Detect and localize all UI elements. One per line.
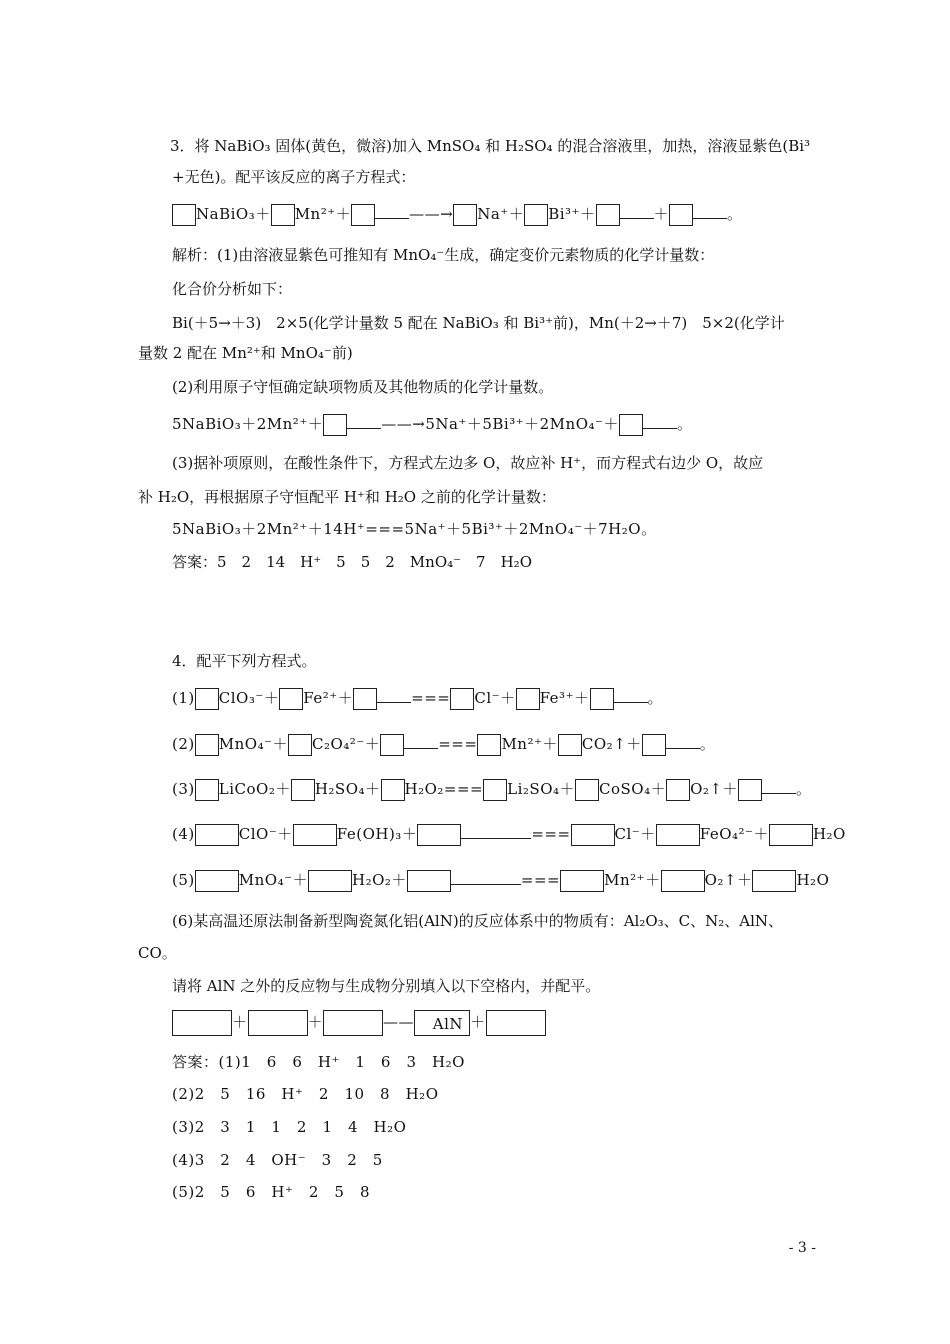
q3-step3b: 补 H₂O，再根据原子守恒配平 H⁺和 H₂O 之前的化学计量数： [138, 488, 556, 506]
blank-box[interactable] [752, 870, 796, 892]
eq-term: Fe³⁺＋ [539, 689, 590, 707]
eq-term: ClO₃⁻＋ [218, 689, 280, 707]
q3-equation3: 5NaBiO₃＋2Mn²⁺＋14H⁺===5Na⁺＋5Bi³⁺＋2MnO₄⁻＋7H₂O。 [172, 520, 657, 538]
eq-end: 。 [676, 415, 693, 433]
blank-box[interactable] [769, 824, 813, 846]
blank-box[interactable] [351, 204, 375, 226]
q3-answer: 答案：5 2 14 H⁺ 5 5 2 MnO₄⁻ 7 H₂O [172, 553, 532, 571]
item-number: (2) [172, 735, 195, 753]
blank-box[interactable] [291, 779, 315, 801]
blank-box[interactable] [380, 734, 404, 756]
q4-ans1: 答案：(1)1 6 6 H⁺ 1 6 3 H₂O [172, 1053, 465, 1071]
eq-plus: ＋ [653, 205, 670, 223]
eq-term: LiCoO₂＋ [218, 780, 291, 798]
eq-equals: === [411, 689, 451, 707]
blank-line[interactable] [461, 822, 531, 839]
q3-text-line2: +无色)。配平该反应的离子方程式： [172, 168, 416, 186]
q4-eq4 [172, 822, 846, 846]
blank-box[interactable] [558, 734, 582, 756]
blank-box[interactable] [195, 779, 219, 801]
eq-term: Mn²⁺＋ [501, 735, 558, 753]
blank-box[interactable] [323, 414, 347, 436]
eq-end: 。 [647, 689, 664, 707]
eq-term: MnO₄⁻＋ [238, 871, 308, 889]
eq-term: CoSO₄＋ [599, 780, 667, 798]
q4-ans2: (2)2 5 16 H⁺ 2 10 8 H₂O [172, 1085, 439, 1103]
blank-box[interactable] [483, 779, 507, 801]
eq-term: C₂O₄²⁻＋ [312, 735, 381, 753]
eq-end: 。 [699, 735, 716, 753]
blank-box[interactable] [661, 870, 705, 892]
blank-box[interactable] [642, 734, 666, 756]
blank-box[interactable] [669, 204, 693, 226]
eq-term: Mn²⁺＋ [294, 205, 352, 223]
blank-box[interactable] [323, 1010, 383, 1036]
eq-equals: === [438, 735, 478, 753]
blank-box[interactable] [279, 688, 303, 710]
q3-analysis2: 化合价分析如下： [172, 280, 293, 298]
blank-box[interactable] [596, 204, 620, 226]
eq-plus: ＋ [470, 1013, 486, 1031]
blank-line[interactable] [762, 777, 796, 794]
eq-term: Fe(OH)₃＋ [336, 825, 418, 843]
aln-box [414, 1010, 470, 1036]
item-number: (4) [172, 825, 195, 843]
q3-equation [172, 202, 743, 226]
q4-p6c: 请将 AlN 之外的反应物与生成物分别填入以下空格内，并配平。 [172, 977, 601, 995]
eq-term: CO₂↑＋ [581, 735, 642, 753]
eq-arrow: —— [383, 1013, 415, 1031]
blank-box[interactable] [172, 204, 196, 226]
q4-p6b: CO。 [138, 944, 177, 962]
q3-equation2 [172, 412, 692, 436]
blank-line[interactable] [643, 412, 677, 429]
blank-line[interactable] [451, 868, 521, 885]
eq-term: ClO⁻＋ [238, 825, 293, 843]
blank-line[interactable] [377, 686, 411, 703]
q3-analysis1: 解析：(1)由溶液显紫色可推知有 MnO₄⁻生成，确定变价元素物质的化学计量数： [172, 246, 715, 264]
blank-box[interactable] [619, 414, 643, 436]
eq-term: H₂SO₄＋ [314, 780, 381, 798]
eq-term: ——→5Na⁺＋5Bi³⁺＋2MnO₄⁻＋ [381, 415, 619, 433]
aln-label: AlN [432, 1015, 464, 1033]
eq-term: Cl⁻＋ [614, 825, 656, 843]
blank-box[interactable] [486, 1010, 546, 1036]
q4-eq5 [172, 868, 829, 892]
blank-box[interactable] [195, 734, 219, 756]
item-number: (3) [172, 780, 195, 798]
eq-term: H₂O₂＋ [352, 871, 407, 889]
eq-term: MnO₄⁻＋ [218, 735, 288, 753]
eq-term: Li₂SO₄＋ [507, 780, 575, 798]
q4-p6-equation [172, 1010, 546, 1036]
eq-term: Cl⁻＋ [474, 689, 516, 707]
blank-box[interactable] [656, 824, 700, 846]
blank-line[interactable] [404, 732, 438, 749]
eq-term: NaBiO₃＋ [196, 205, 271, 223]
q3-step3a: (3)据补项原则，在酸性条件下，方程式左边多 O，故应补 H⁺，而方程式右边少 O，故应 [172, 454, 764, 472]
eq-term: H₂O [796, 871, 830, 889]
q4-title: 4．配平下列方程式。 [172, 652, 317, 670]
q4-ans3: (3)2 3 1 1 2 1 4 H₂O [172, 1118, 407, 1136]
eq-term: 5NaBiO₃＋2Mn²⁺＋ [172, 415, 324, 433]
blank-box[interactable] [450, 688, 474, 710]
q3-text-line1: 3．将 NaBiO₃ 固体(黄色，微溶)加入 MnSO₄ 和 H₂SO₄ 的混合溶液里，加热，溶液显紫色(Bi³ [170, 137, 811, 155]
blank-box[interactable] [271, 204, 295, 226]
eq-equals: === [531, 825, 571, 843]
blank-line[interactable] [375, 202, 409, 219]
blank-box[interactable] [353, 688, 377, 710]
page-number: - 3 - [788, 1240, 816, 1256]
eq-equals: === [520, 871, 561, 889]
blank-box[interactable] [308, 870, 352, 892]
blank-box[interactable] [195, 688, 219, 710]
q3-analysis4: 量数 2 配在 Mn²⁺和 MnO₄⁻前) [138, 344, 353, 362]
blank-box[interactable] [248, 1010, 308, 1036]
eq-term: Na⁺＋ [477, 205, 525, 223]
blank-box[interactable] [172, 1010, 232, 1036]
blank-box[interactable] [293, 824, 337, 846]
eq-arrow: ——→ [409, 205, 454, 223]
q4-eq2 [172, 732, 715, 756]
blank-box[interactable] [560, 870, 604, 892]
blank-box[interactable] [738, 779, 762, 801]
item-number: (1) [172, 689, 195, 707]
blank-box[interactable] [516, 688, 540, 710]
eq-term: Bi³⁺＋ [548, 205, 596, 223]
q3-analysis3: Bi(＋5→＋3) 2×5(化学计量数 5 配在 NaBiO₃ 和 Bi³⁺前)，Mn(＋2→＋7) 5×2(化学计 [172, 314, 785, 332]
blank-line[interactable] [666, 732, 700, 749]
eq-term: Fe²⁺＋ [303, 689, 354, 707]
blank-box[interactable] [288, 734, 312, 756]
q4-eq3 [172, 777, 812, 801]
blank-box[interactable] [381, 779, 405, 801]
blank-box[interactable] [571, 824, 615, 846]
blank-box[interactable] [195, 824, 239, 846]
blank-line[interactable] [347, 412, 381, 429]
eq-term: FeO₄²⁻＋ [699, 825, 769, 843]
q4-eq1 [172, 686, 663, 710]
q4-p6a: (6)某高温还原法制备新型陶瓷氮化铝(AlN)的反应体系中的物质有：Al₂O₃、C、N₂、AlN、 [172, 912, 784, 930]
q4-ans5: (5)2 5 6 H⁺ 2 5 8 [172, 1183, 371, 1201]
blank-line[interactable] [620, 202, 654, 219]
eq-term: H₂O₂=== [404, 780, 484, 798]
eq-end: 。 [796, 780, 812, 798]
blank-line[interactable] [693, 202, 727, 219]
blank-box[interactable] [477, 734, 501, 756]
eq-term: H₂O [812, 825, 846, 843]
blank-box[interactable] [590, 688, 614, 710]
eq-term: O₂↑＋ [704, 871, 753, 889]
eq-term: Mn²⁺＋ [604, 871, 661, 889]
blank-box[interactable] [575, 779, 599, 801]
blank-box[interactable] [417, 824, 461, 846]
blank-box[interactable] [195, 870, 239, 892]
blank-box[interactable] [666, 779, 690, 801]
q3-step2: (2)利用原子守恒确定缺项物质及其他物质的化学计量数。 [172, 378, 554, 396]
q4-ans4: (4)3 2 4 OH⁻ 3 2 5 [172, 1151, 383, 1169]
eq-end: 。 [727, 205, 743, 223]
eq-term: O₂↑＋ [690, 780, 738, 798]
blank-line[interactable] [614, 686, 648, 703]
item-number: (5) [172, 871, 195, 889]
eq-plus: ＋ [232, 1013, 248, 1031]
blank-box[interactable] [453, 204, 477, 226]
blank-box[interactable] [524, 204, 548, 226]
eq-plus: ＋ [307, 1013, 324, 1031]
blank-box[interactable] [407, 870, 451, 892]
